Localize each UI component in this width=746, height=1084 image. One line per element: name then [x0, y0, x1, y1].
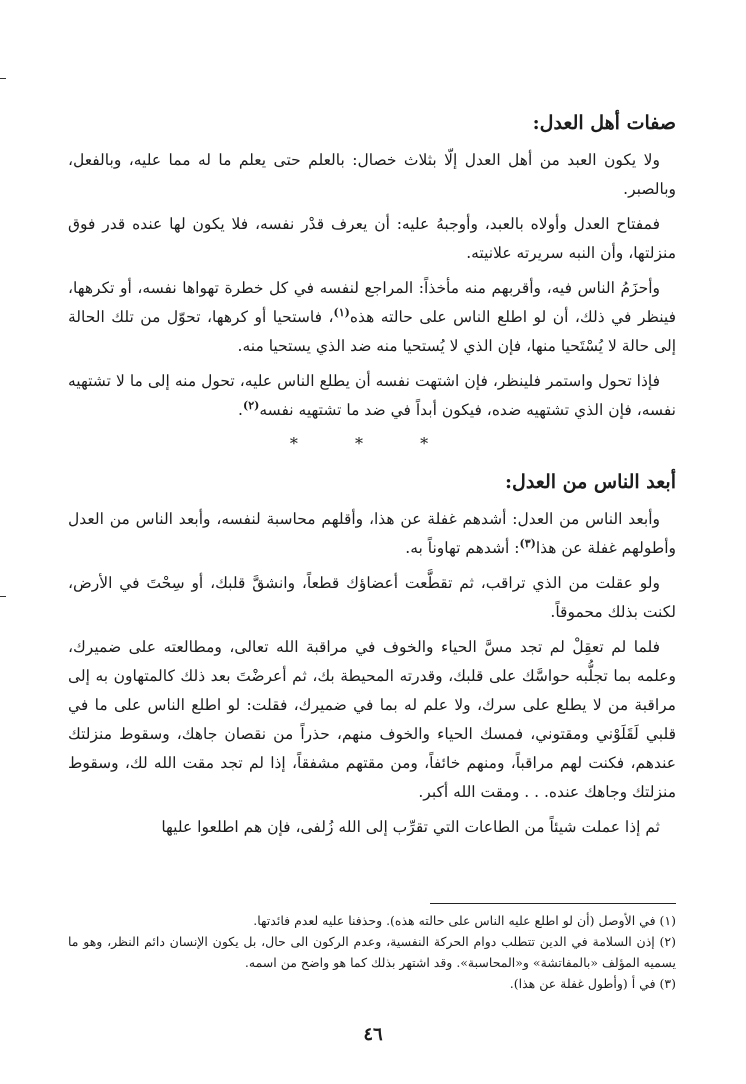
page-body — [68, 108, 676, 848]
section-heading-farthest: أبعد الناس من العدل: — [505, 471, 676, 493]
page-number: ٤٦ — [363, 1024, 383, 1045]
paragraph: فلما لم تعقِلْ لم تجد مسَّ الحياء والخوف في مراقبة الله تعالى، ومطالعته على ضميرك، وعلمه بما تجلُّبه حواسَّك على قلبك، وقدرته المحيطة بك، ثم أعرضْتَ بعد ذلك كالمتهاون به إلى مراقبة من لا يطلع على سرك، ولا علم له بما في ضميرك، فقلت: لو اطلع الناس على ما في قلبي لَقَلَوْني ومقتوني، فمسك الحياء والخوف منهم، حذراً من نقصان جاهك، وسقوط منزلتك عندهم، فكنت لهم مراقباً، ومنهم خائفاً، ومن مقتهم مشفقاً، إذا لم تجد مقت الله لك، وسقوط منزلتك وجاهك عنده. . . ومقت الله أكبر. — [68, 638, 676, 801]
paragraph-text: وأبعد الناس من العدل: أشدهم غفلة عن هذا، وأقلهم محاسبة لنفسه، وأبعد الناس من العدل وأطولهم غفلة عن هذا — [68, 510, 676, 557]
edge-mark-bottom — [0, 596, 6, 597]
paragraph — [68, 274, 676, 361]
footnote-ref[interactable]: (٢) — [242, 398, 260, 412]
paragraph-text: فإذا تحول واستمر فلينظر، فإن اشتهت نفسه أن يطلع الناس عليه، تحول منه إلى ما لا تشتهيه نفسه، فإن الذي تشتهيه ضده، فيكون أبداً في ضد ما تشتهيه نفسه — [68, 372, 676, 419]
paragraph-text: وأحزَمُ الناس فيه، وأقربهم منه مأخذاً: المراجع لنفسه في كل خطرة تهواها نفسه، أو تكرهها، فينظر في ذلك، أن لو اطلع الناس على حالته هذه — [68, 279, 676, 326]
paragraph-text: . — [238, 401, 243, 419]
paragraph: ولا يكون العبد من أهل العدل إلّا بثلاث خصال: بالعلم حتى يعلم ما له مما عليه، وبالفعل، وبالصبر. — [68, 151, 676, 198]
paragraph-text: ، فاستحيا أو كرهها، تحوّل من تلك الحالة إلى حالة لا يُسْتَحيا منها، فإن الذي لا يُستحيا منه ضد الذي يستحيا منه. — [68, 308, 676, 355]
footnote: (٣) في أ (وأطول غفلة عن هذا). — [509, 976, 676, 991]
paragraph: ولو عقلت من الذي تراقب، ثم تقطَّعت أعضاؤك قطعاً، وانشقَّ قلبك، أو سِحْتَ في الأرض، لكنت بذلك محموقاً. — [68, 574, 676, 621]
paragraph: ثم إذا عملت شيئاً من الطاعات التي تقرِّب إلى الله زُلفى، فإن هم اطلعوا عليها — [161, 818, 660, 836]
edge-mark-top — [0, 78, 6, 79]
section-heading-attributes: صفات أهل العدل: — [532, 112, 676, 134]
paragraph — [68, 505, 676, 563]
paragraph: فمفتاح العدل وأولاه بالعبد، وأوجبهُ عليه: أن يعرف قدْر نفسه، فلا يكون لها عنده قدر فوق منزلتها، وأن النبه سريرته علانيته. — [68, 215, 676, 262]
footnote-ref[interactable]: (٣) — [519, 536, 536, 550]
footnote: (٢) إذن السلامة في الدين تتطلب دوام الحركة النفسية، وعدم الركون الى حال، بل يكون الإنسان دائم النظر، وهو ما يسميه المؤلف «بالمفاتشة» و«المحاسبة». وقد اشتهر بذلك كما هو واضح من اسمه. — [68, 934, 676, 970]
section-separator: * * * — [289, 434, 455, 453]
footnote-divider — [430, 903, 676, 904]
paragraph-text: : أشدهم تهاوناً به. — [405, 539, 520, 557]
paragraph — [68, 367, 676, 425]
footnotes — [68, 910, 676, 994]
footnote: (١) في الأوصل (أن لو اطلع عليه الناس على حالته هذه). وحذفنا عليه لعدم فائدتها. — [253, 913, 676, 928]
footnote-ref[interactable]: (١) — [333, 305, 350, 319]
